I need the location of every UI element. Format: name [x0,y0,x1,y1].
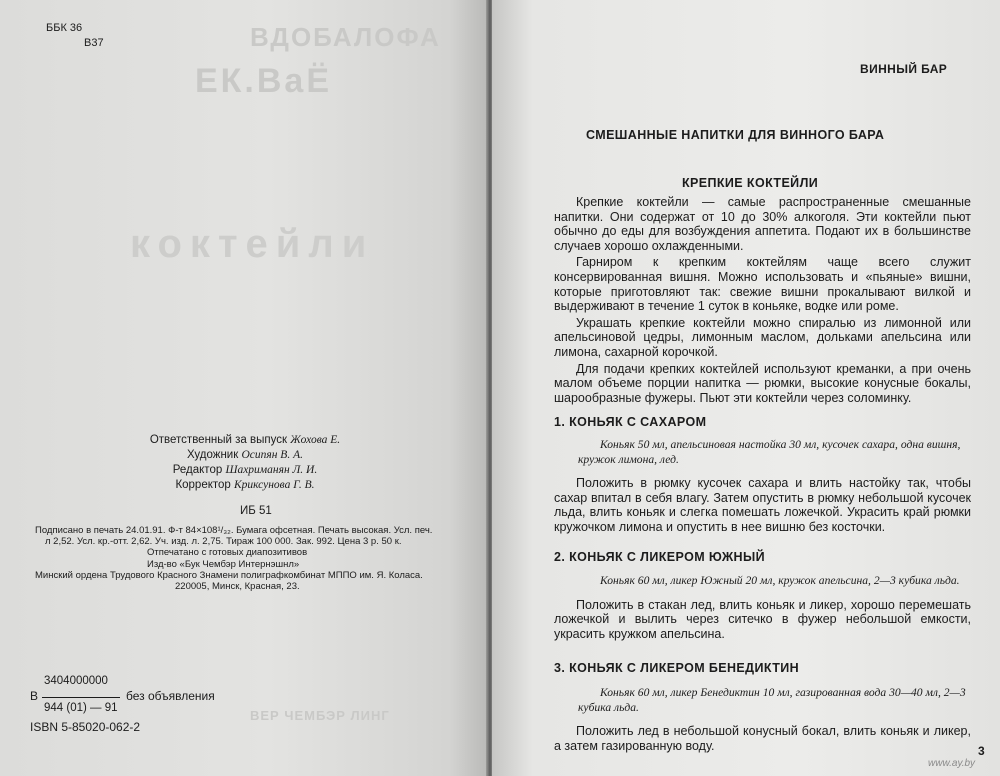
imprint-line: Минский ордена Трудового Красного Знамени полиграфкомбинат МППО им. Я. Коласа. [35,569,423,581]
recipe-body [554,574,971,641]
right-page [492,0,1000,776]
subsection-title: КРЕПКИЕ КОКТЕЙЛИ [682,176,819,190]
recipe-title: 1. КОНЬЯК С САХАРОМ [554,415,707,429]
index-fraction-line [42,697,120,698]
page-number: 3 [978,744,986,758]
index-letter: В [30,689,39,703]
credit-line: Редактор Шахриманян Л. И. [172,464,318,476]
credit-line: Ответственный за выпуск Жохова Е. [149,434,341,446]
left-page [0,0,488,776]
credit-line: Художник Осипян В. А. [187,449,303,461]
recipe-ingredients: Коньяк 60 мл, ликер Бенедиктин 10 мл, газированная вода 30—40 мл, 2—3 кубика льда. [578,686,966,714]
paragraph: Украшать крепкие коктейли можно спиралью из лимонной или апельсиновой цедры, лимонным маслом, дольками апельсина или лимона, сахарной корочкой. [554,315,971,359]
ghost-text: ВЕР ЧЕМБЭР ЛИНГ [250,708,390,723]
imprint-line: Подписано в печать 24.01.91. Ф-т 84×108¹/₃₂. Бумага офсетная. Печать высокая. Усл. печ. [35,525,433,536]
imprint-block [35,525,460,592]
credit-line: Корректор Криксунова Г. В. [175,479,315,491]
ghost-text: коктейли [130,222,375,266]
index-denominator: 944 (01) — 91 [44,702,118,714]
watermark: www.ay.by [928,758,976,769]
recipe-ingredients: Коньяк 60 мл, ликер Южный 20 мл, кружок апельсина, 2—3 кубика льда. [600,574,960,587]
author-code: В37 [84,37,104,49]
paragraph: Гарниром к крепким коктейлям чаще всего служит консервированная вишня. Можно использовать и «пьяные» вишни, которые приготовляют так: свежие вишни прокалывают вилкой и выдерживают в течение 1 суток в коньяке, водке или роме. [554,255,971,314]
section-title: СМЕШАННЫЕ НАПИТКИ ДЛЯ ВИННОГО БАРА [586,128,885,142]
paragraph: Для подачи крепких коктейлей используют креманки, а при очень малом объеме порции напитка — рюмки, высокие конусные бокалы, шарообразные фужеры. Пьют эти коктейли через соломинку. [554,361,971,405]
isbn: ISBN 5-85020-062-2 [30,720,141,734]
recipe-ingredients: Коньяк 50 мл, апельсиновая настойка 30 мл, кусочек сахара, одна вишня, кружок лимона, лед. [578,438,961,466]
imprint-line: л 2,52. Усл. кр.-отт. 2,62. Уч. изд. л. 2,75. Тираж 100 000. Зак. 992. Цена 3 р. 50 к. [45,536,402,548]
recipe-method: Положить в рюмку кусочек сахара и влить настойку так, чтобы сахар впитал в себя влагу. Затем опустить в рюмку небольшой кусочек льда, влить коньяк и слегка помешать ложечкой. Украсить край рюмки кружочком лимона и опустить в нее вишню без косточки. [554,476,971,534]
imprint-line: Изд-во «Бук Чембэр Интернэшнл» [147,558,300,570]
recipe-body [554,686,971,753]
intro-text [554,195,971,405]
recipe-method: Положить в стакан лед, влить коньяк и ликер, хорошо перемешать ложечкой и вылить через ситечко в фужер небольшой емкости, украсить кружком апельсина. [554,597,971,641]
running-head: ВИННЫЙ БАР [860,62,948,76]
ghost-text: ЕК.ВаЁ [195,62,333,100]
ib-number: ИБ 51 [240,505,272,517]
credits-block [60,433,430,493]
paragraph: Крепкие коктейли — самые распространенные смешанные напитки. Они содержат от 10 до 30% алкоголя. Эти коктейли пьют обычно до еды для возбуждения аппетита. Подают их в большинстве случаев хорошо охлажденными. [554,195,971,253]
recipe-title: 2. КОНЬЯК С ЛИКЕРОМ ЮЖНЫЙ [554,550,766,564]
bbk-code: ББК 36 [46,22,83,34]
recipe-body [554,438,971,535]
imprint-line: Отпечатано с готовых диапозитивов [147,547,308,559]
ghost-text: ВДОБАЛОФА [250,22,441,52]
imprint-line: 220005, Минск, Красная, 23. [175,581,300,593]
recipe-title: 3. КОНЬЯК С ЛИКЕРОМ БЕНЕДИКТИН [554,661,800,675]
index-numerator: 3404000000 [44,675,108,687]
index-note: без объявления [126,689,215,703]
recipe-method: Положить лед в небольшой конусный бокал, влить коньяк и ликер, а затем газированную воду. [554,724,971,753]
